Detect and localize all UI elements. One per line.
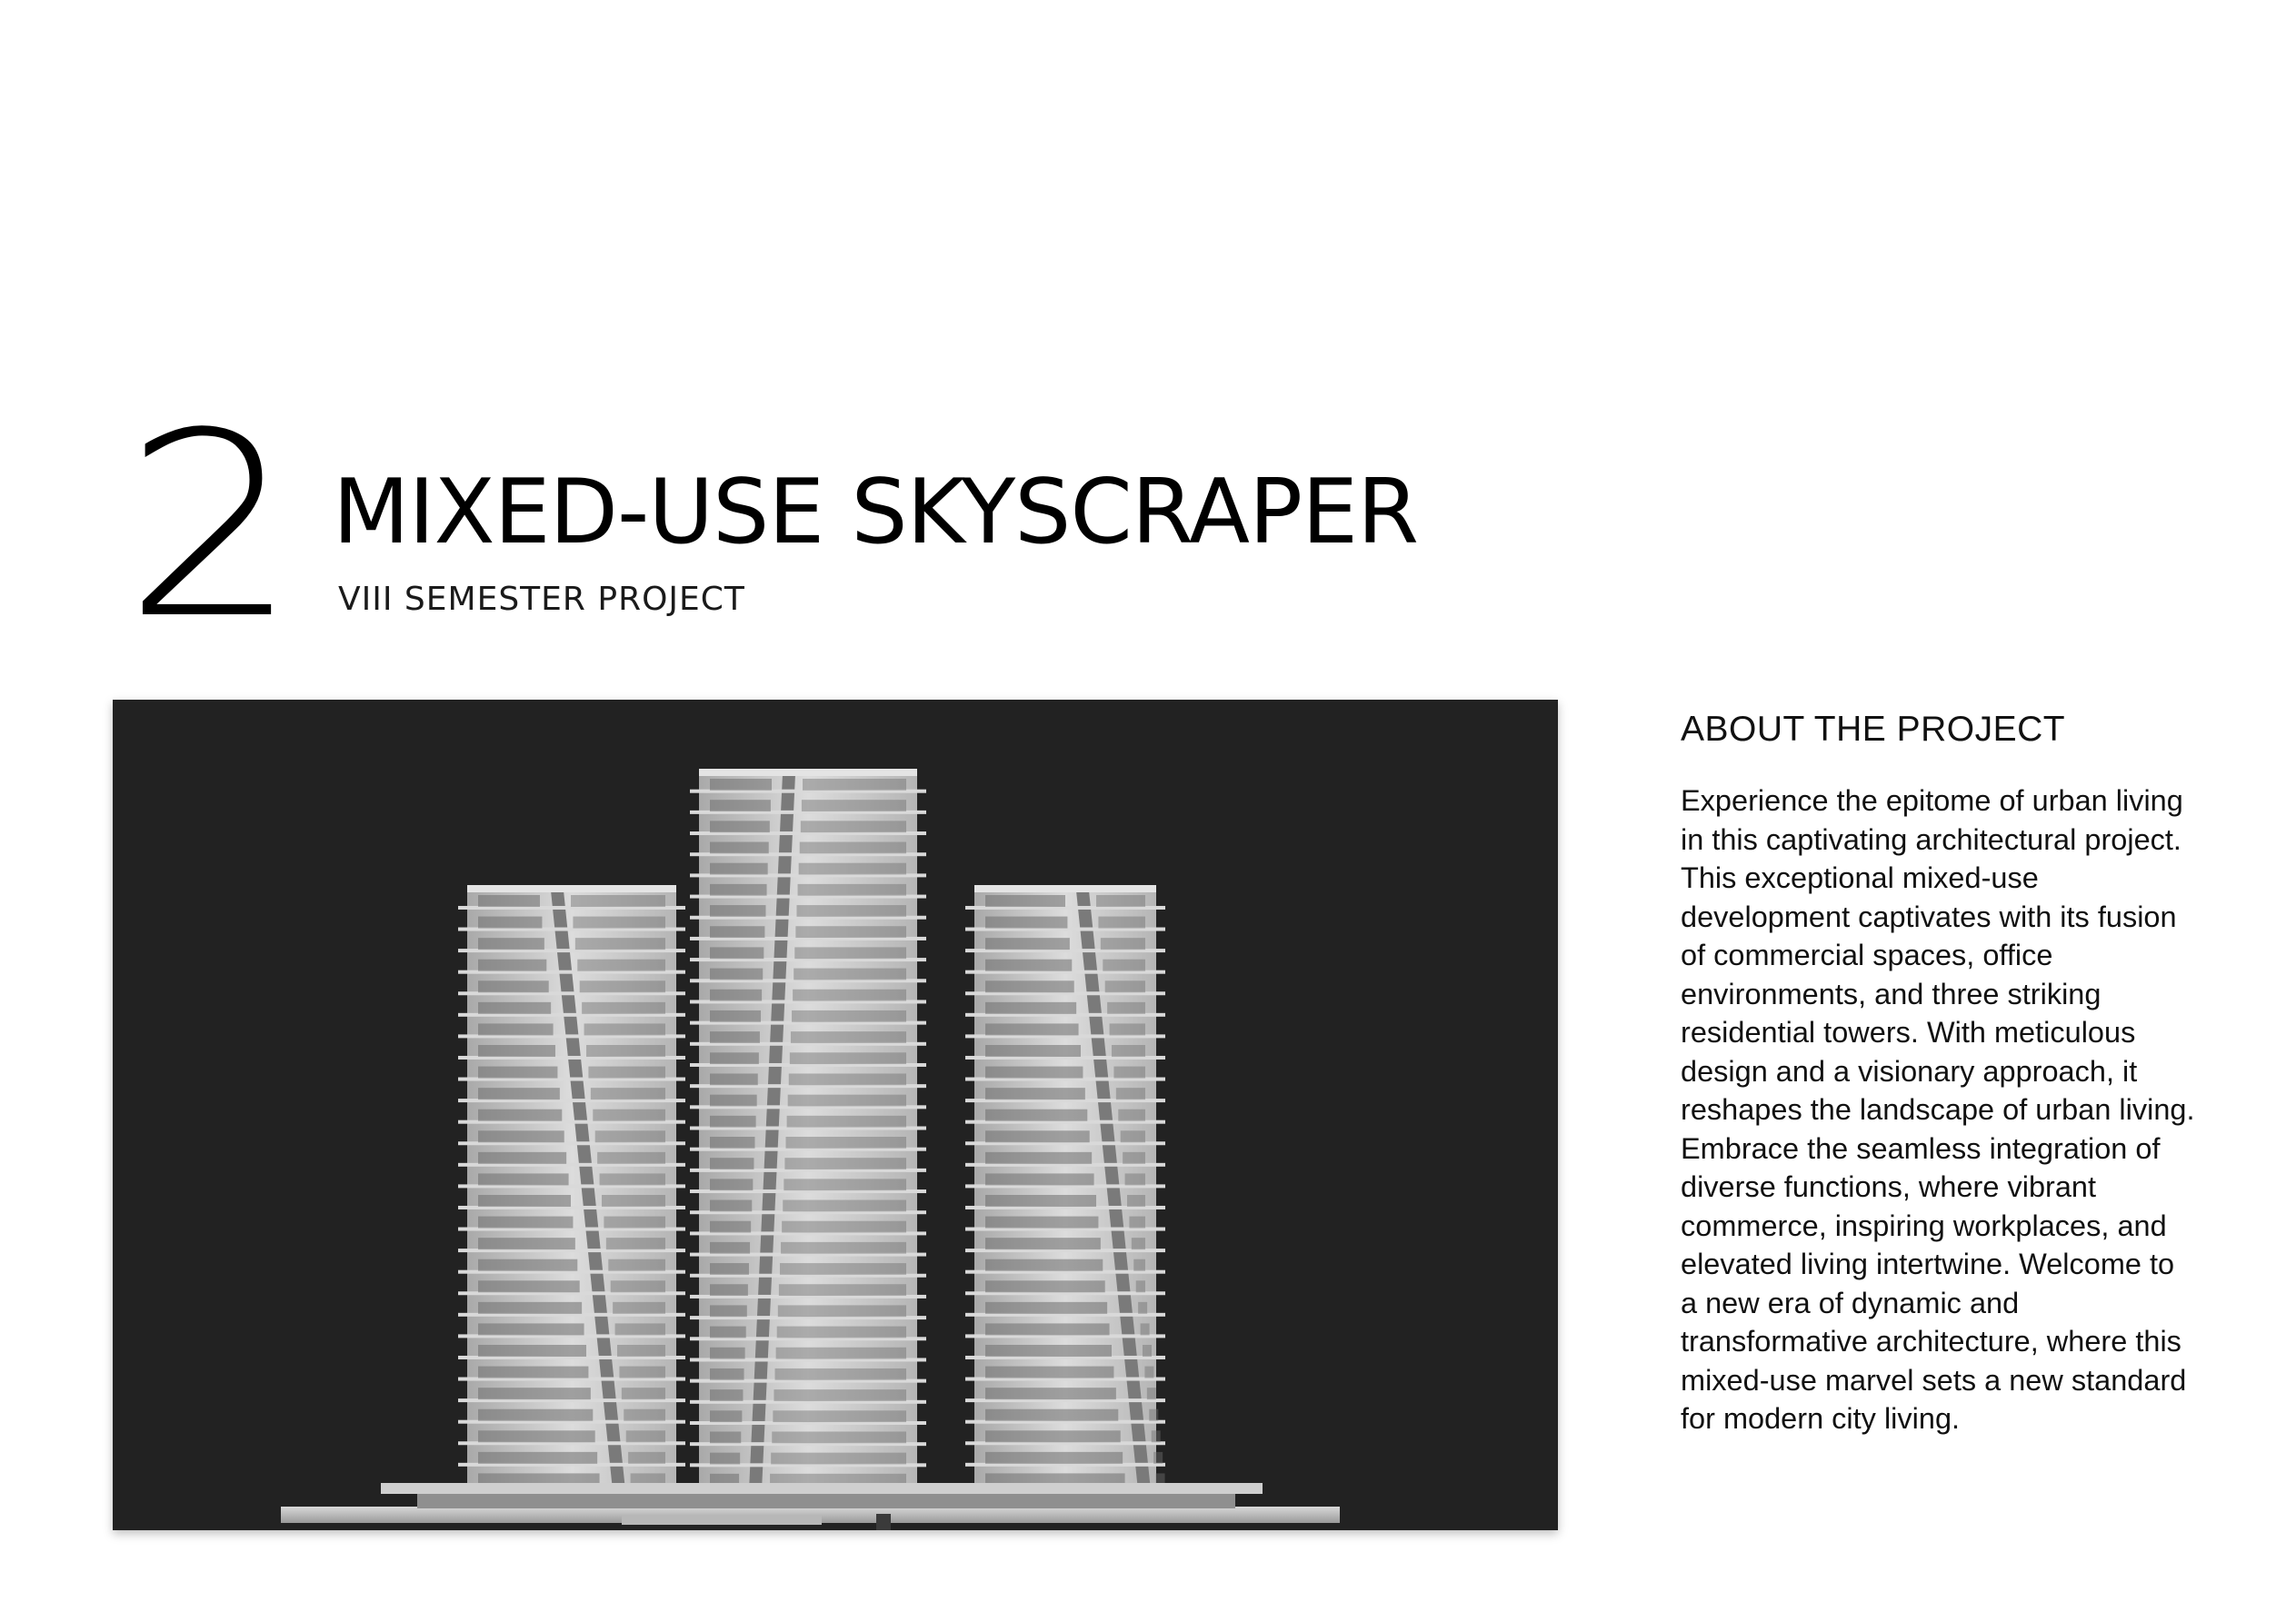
tower-left-window-band [478,1217,573,1229]
tower-center-window-band [777,1327,906,1338]
tower-center-window-band [784,1158,906,1169]
tower-left-window-band [608,1259,665,1271]
about-body-line: Experience the epitome of urban living [1681,784,2183,817]
tower-center-window-band [710,1073,758,1085]
tower-right-window-band [985,1388,1116,1399]
tower-right-window-band [1103,960,1145,971]
tower-right-window-band [985,1452,1123,1464]
tower-left-window-band [604,1217,665,1229]
tower-right-window-band [985,1238,1101,1249]
tower-left-window-band [478,938,544,950]
project-number: 2 [124,379,293,675]
tower-center-window-band [710,1031,760,1043]
tower-right-window-band [1107,1002,1145,1014]
tower-left-window-band [628,1452,665,1464]
tower-left-window-band [626,1430,665,1442]
tower-center-window-band [796,905,906,917]
tower-left-window-band [619,1367,665,1378]
tower-left-window-band [478,1088,560,1100]
tower-right-window-band [1101,938,1145,950]
about-body-line: residential towers. With meticulous [1681,1016,2136,1049]
tower-right-window-band [985,1323,1110,1335]
project-subtitle: VIII SEMESTER PROJECT [338,581,745,618]
tower-center-window-band [794,947,906,959]
tower-left-window-band [573,917,665,929]
tower-right-window-band [1147,1388,1156,1399]
tower-center-window-band [784,1179,906,1190]
tower-right-window-band [985,1302,1107,1314]
towers-illustration [113,700,1558,1530]
about-body-text [1681,781,2226,1438]
tower-center-window-band [710,905,765,917]
about-body-line: a new era of dynamic and [1681,1286,2020,1319]
tower-right-window-band [1153,1452,1163,1464]
tower-center-window-band [710,1431,741,1443]
tower-center-window-band [710,969,763,980]
about-body-line: in this captivating architectural project. [1681,822,2181,856]
tower-left-window-band [478,1367,588,1378]
tower-center-window-band [710,1052,759,1064]
tower-right-window-band [1121,1130,1145,1142]
tower-center-window-band [710,1453,740,1465]
tower-right-window-band [1152,1430,1161,1442]
tower-right-crown [974,885,1156,892]
tower-center-window-band [794,969,906,980]
tower-left-window-band [597,1152,665,1164]
tower-center-window-band [802,800,906,811]
about-body-line: development captivates with its fusion [1681,900,2177,933]
tower-left-window-band [584,1023,665,1035]
tower-right-window-band [1113,1067,1145,1079]
tower-left-window-band [593,1110,665,1121]
tower-left-window-band [478,1323,584,1335]
tower-right-window-band [1112,1045,1145,1057]
tower-left-window-band [478,960,546,971]
tower-right-window-band [1096,895,1145,907]
tower-left-window-band [622,1388,665,1399]
tower-left-window-band [478,1045,555,1057]
tower-center-crown [699,769,917,776]
tower-center-window-band [786,1137,907,1149]
tower-center-window-band [774,1389,906,1401]
tower-right-window-band [1141,1323,1150,1335]
tower-right-window-band [1133,1259,1145,1271]
tower-left-window-band [577,960,665,971]
tower-center-window-band [771,1453,906,1465]
tower-center-window-band [798,884,906,896]
tower-center-window-band [775,1368,906,1380]
tower-left-window-band [478,1452,597,1464]
tower-center-window-band [710,863,768,875]
tower-left-window-band [580,980,665,992]
tower-center-window-band [710,842,769,854]
tower-right-window-band [985,1088,1085,1100]
tower-center-window-band [772,1431,906,1443]
about-body-line: This exceptional mixed-use [1681,861,2039,894]
about-body-line: elevated living intertwine. Welcome to [1681,1248,2175,1280]
tower-center-window-band [780,1263,906,1275]
about-body-line: transformative architecture, where this [1681,1325,2181,1358]
tower-right-window-band [985,1002,1076,1014]
tower-left-window-band [575,938,665,950]
tower-right-window-band [985,1259,1103,1271]
tower-left-window-band [595,1130,665,1142]
tower-right-window-band [985,1045,1081,1057]
tower-left-window-band [478,1173,569,1185]
tower-center-window-band [710,1116,756,1128]
tower-center-window-band [710,1200,752,1212]
tower-right-window-band [985,1023,1079,1035]
tower-center-window-band [710,821,770,832]
building-render-image [113,700,1558,1530]
tower-right-window-band [1129,1217,1145,1229]
tower-left-window-band [478,1195,571,1207]
tower-left-window-band [586,1045,665,1057]
tower-center-window-band [779,1284,906,1296]
tower-left-window-band [478,1238,575,1249]
tower-center-window-band [783,1200,906,1212]
tower-right-window-band [1127,1195,1145,1207]
tower-right-window-band [1149,1409,1158,1421]
tower-left-window-band [478,1345,586,1357]
tower-center-window-band [800,842,906,854]
tower-left-window-band [478,1002,551,1014]
tower-left-window-band [478,895,540,907]
tower-right-window-band [1125,1173,1145,1185]
tower-right-window-band [985,1130,1090,1142]
tower-center-window-band [710,1137,755,1149]
tower-center-window-band [803,779,906,791]
tower-center-window-band [710,1305,747,1317]
tower-center-window-band [710,800,771,811]
tower-center-body [699,774,917,1490]
tower-left-window-band [478,1302,582,1314]
tower-right-window-band [1132,1238,1145,1249]
tower-right-window-band [1118,1110,1145,1121]
tower-right-window-band [1143,1345,1152,1357]
about-body-line: Embrace the seamless integration of [1681,1131,2161,1165]
tower-center-window-band [790,1052,906,1064]
podium-mid [417,1494,1235,1508]
tower-right-window-band [985,1173,1094,1185]
tower-right-window-band [1138,1302,1147,1314]
tower-center-window-band [789,1073,906,1085]
tower-left [458,885,685,1490]
tower-center-window-band [710,1327,746,1338]
tower-left-window-band [478,1023,554,1035]
tower-right-window-band [985,1110,1087,1121]
tower-right-window-band [1123,1152,1145,1164]
tower-center-window-band [787,1116,906,1128]
tower-center-window-band [710,884,767,896]
tower-center-window-band [773,1410,906,1422]
tower-right-window-band [985,895,1065,907]
tower-right-window-band [1144,1367,1153,1378]
tower-center-window-band [792,1010,906,1022]
tower-left-crown [467,885,676,892]
tower-left-window-band [478,1430,595,1442]
about-body-line: reshapes the landscape of urban living. [1681,1093,2195,1126]
tower-right-window-band [985,938,1070,950]
project-title: MIXED-USE SKYSCRAPER [333,461,1419,564]
tower-left-window-band [478,1130,564,1142]
tower-center-window-band [710,926,764,938]
tower-right-window-band [985,1217,1098,1229]
tower-right-window-band [985,1430,1121,1442]
tower-right-window-band [985,1195,1096,1207]
about-heading: ABOUT THE PROJECT [1681,710,2066,749]
tower-left-window-band [478,1259,577,1271]
tower-center-window-band [710,1348,745,1359]
tower-left-window-band [591,1088,665,1100]
tower-right-window-band [985,980,1074,992]
tower-left-window-band [611,1280,665,1292]
tower-right-window-band [985,1152,1092,1164]
tower-center-window-band [710,1158,754,1169]
tower-left-window-band [588,1067,665,1079]
about-body-line: design and a visionary approach, it [1681,1054,2138,1088]
tower-left-window-band [606,1238,665,1249]
about-body-line: mixed-use marvel sets a new standard [1681,1363,2187,1397]
tower-left-window-band [613,1302,665,1314]
tower-center-window-band [710,1410,742,1422]
tower-center-window-band [710,1263,749,1275]
tower-center-window-band [710,947,764,959]
tower-right-window-band [985,1345,1112,1357]
tower-center-window-band [710,1221,751,1233]
tower-left-window-band [478,1409,593,1421]
tower-right-window-band [1116,1088,1145,1100]
tower-right-window-band [1105,980,1145,992]
tower-left-window-band [478,1152,566,1164]
tower-center-window-band [788,1095,906,1107]
tower-left-window-band [617,1345,665,1357]
tower-left-window-band [602,1195,665,1207]
tower-center [690,769,926,1490]
about-body-line: for modern city living. [1681,1402,1961,1435]
tower-left-window-band [582,1002,665,1014]
tower-center-window-band [801,821,906,832]
tower-center-window-band [710,1368,744,1380]
tower-right-window-band [985,1409,1118,1421]
tower-center-window-band [710,1010,761,1022]
tower-center-window-band [782,1221,906,1233]
about-body-line: of commercial spaces, office [1681,939,2053,971]
tower-center-window-band [710,1179,753,1190]
tower-center-window-band [710,990,762,1001]
tower-right [965,885,1165,1490]
tower-right-window-band [985,1067,1083,1079]
tower-center-window-band [776,1348,906,1359]
tower-center-window-band [710,779,772,791]
tower-center-window-band [710,1389,743,1401]
tower-center-window-band [710,1284,748,1296]
tower-left-window-band [478,1110,562,1121]
tower-left-window-band [571,895,665,907]
tower-center-window-band [781,1242,906,1254]
tower-center-window-band [795,926,906,938]
tower-right-window-band [1136,1280,1145,1292]
tower-center-window-band [710,1095,757,1107]
tower-left-window-band [478,1067,557,1079]
tower-center-window-band [778,1305,906,1317]
tower-right-window-band [985,1367,1113,1378]
tower-left-window-band [600,1173,665,1185]
tower-center-window-band [799,863,906,875]
tower-left-window-band [478,980,549,992]
tower-left-window-band [615,1323,665,1335]
tower-right-window-band [1098,917,1145,929]
podium-top-slab [381,1483,1263,1494]
tower-left-window-band [478,1388,591,1399]
tower-left-window-band [624,1409,665,1421]
tower-right-window-band [1110,1023,1145,1035]
podium-column [876,1514,891,1530]
about-body-line: diverse functions, where vibrant [1681,1170,2097,1203]
tower-center-window-band [793,990,906,1001]
about-body-line: commerce, inspiring workplaces, and [1681,1209,2167,1242]
tower-right-window-band [985,1280,1105,1292]
tower-right-window-band [985,917,1067,929]
tower-left-window-band [478,1280,580,1292]
tower-left-window-band [478,917,542,929]
about-body-line: environments, and three striking [1681,977,2101,1010]
tower-right-window-band [985,960,1072,971]
tower-center-window-band [710,1242,750,1254]
tower-center-window-band [791,1031,906,1043]
podium-canopy [622,1516,822,1525]
